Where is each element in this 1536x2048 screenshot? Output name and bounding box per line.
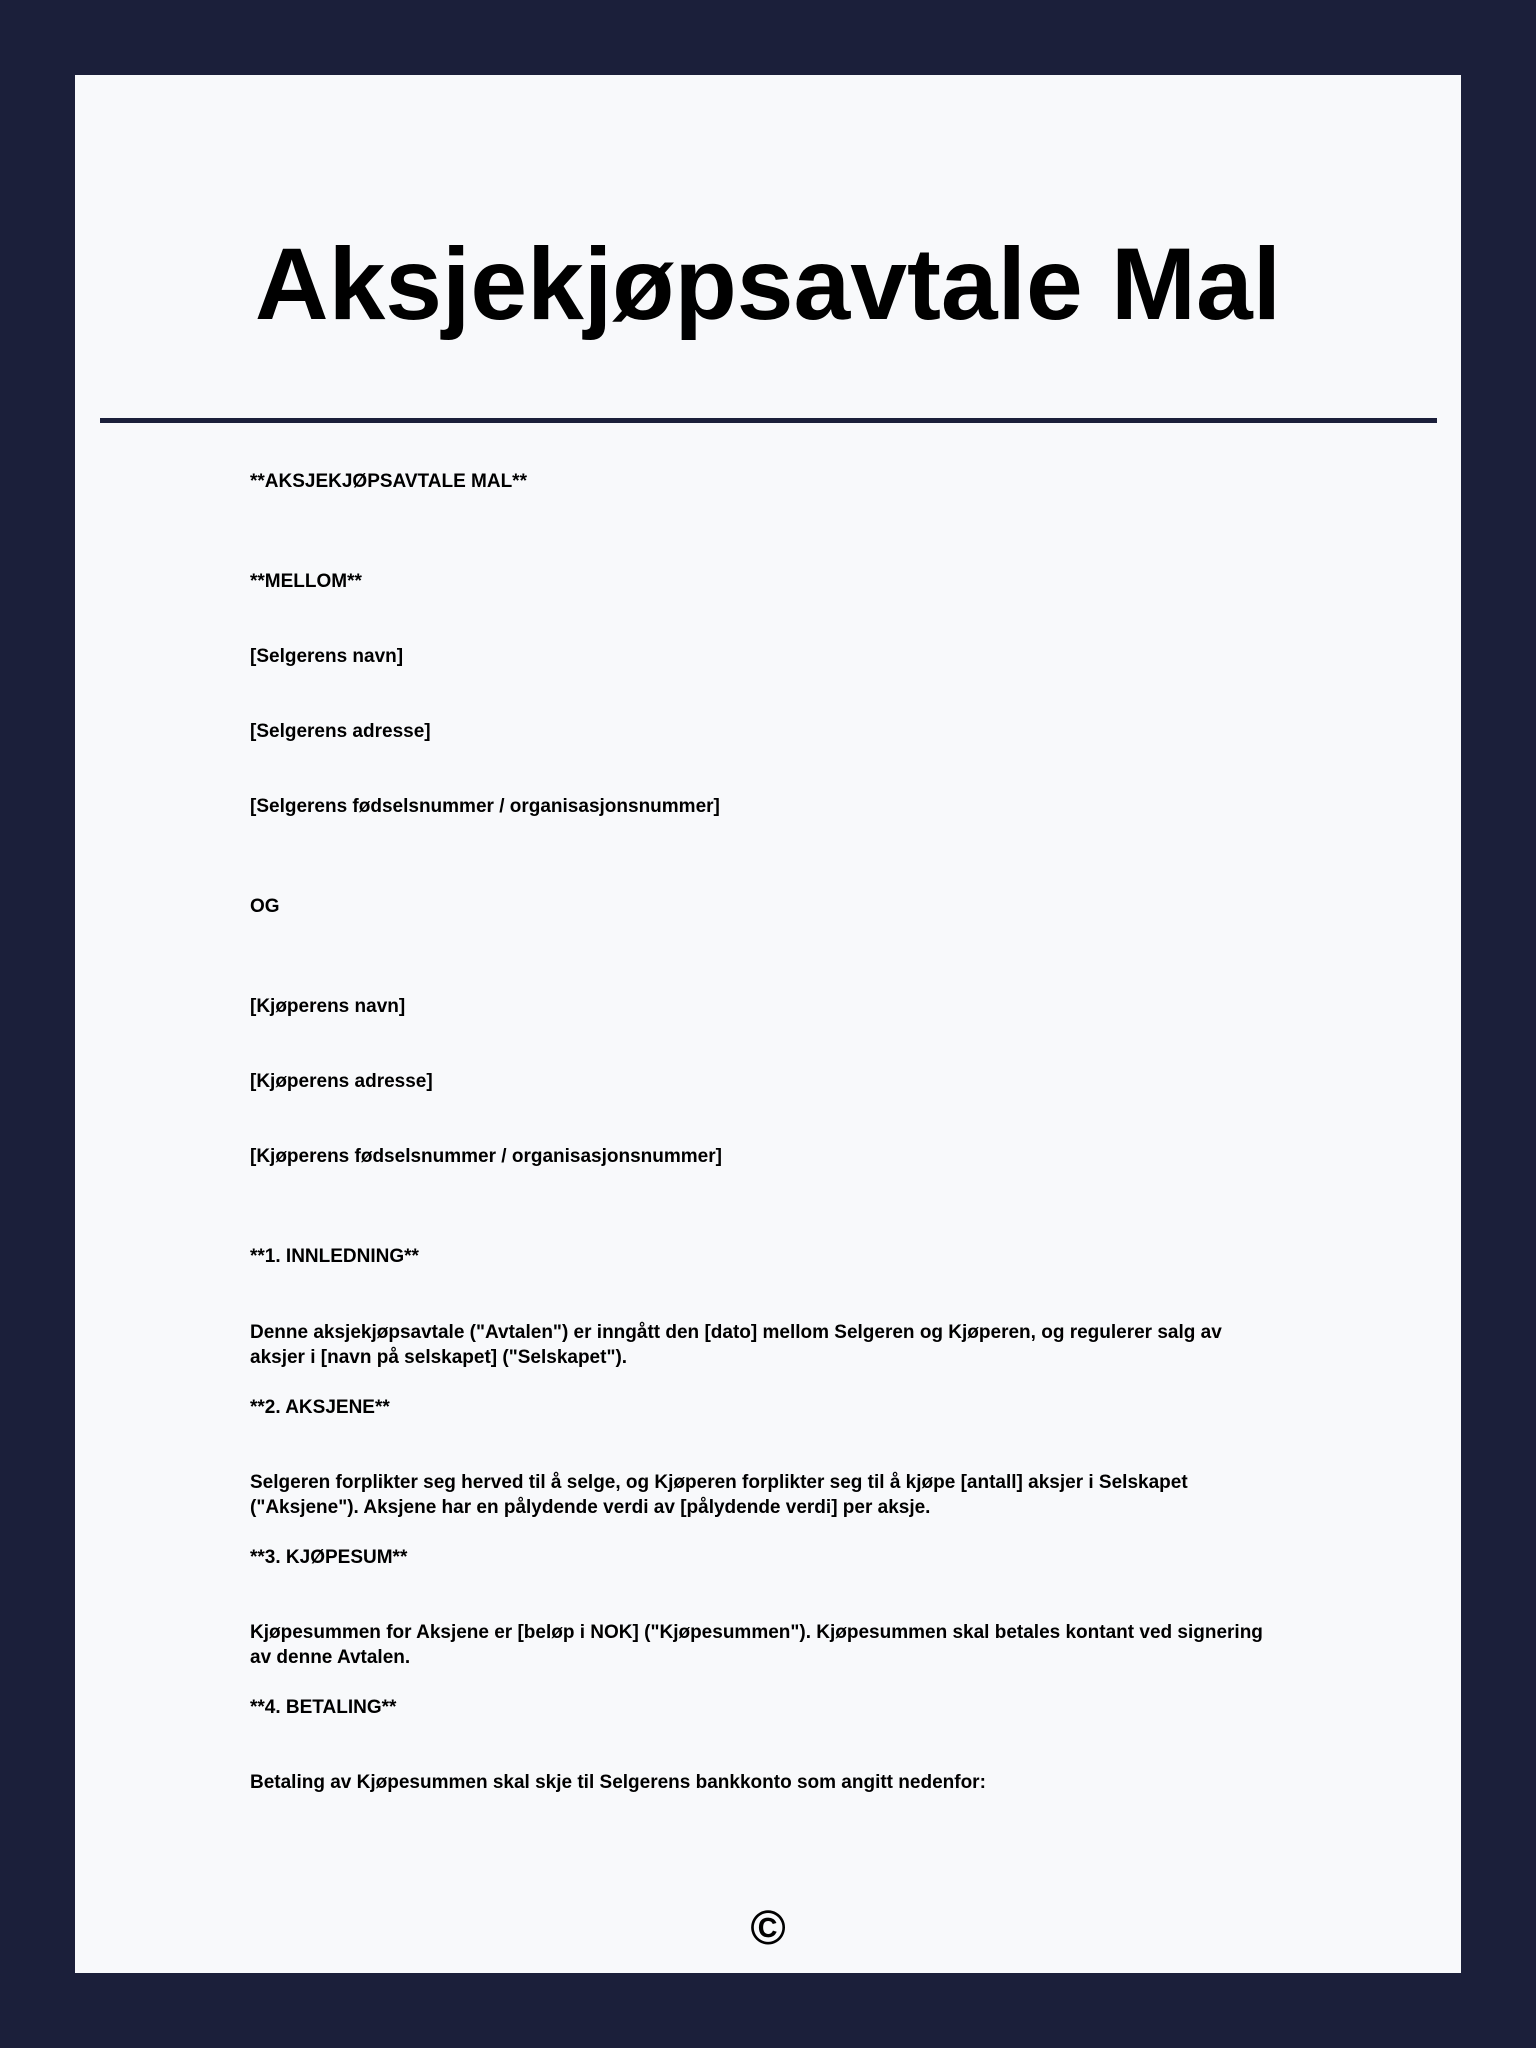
section-heading-purchase-price: **3. KJØPESUM** — [250, 1547, 408, 1568]
section-body-shares: Selgeren forplikter seg herved til å selge, og Kjøperen forplikter seg til å kjøpe [antall] aksjer i Selskapet ("Aksjene"). Aksjene har en pålydende verdi av [pålydende verdi] per aksje. — [250, 1472, 1188, 1518]
title-divider — [100, 418, 1437, 423]
section-body-payment: Betaling av Kjøpesummen skal skje til Selgerens bankkonto som angitt nedenfor: — [250, 1772, 986, 1793]
document-page — [75, 75, 1461, 1973]
section-heading-introduction: **1. INNLEDNING** — [250, 1246, 419, 1267]
section-body-purchase-price: Kjøpesummen for Aksjene er [beløp i NOK] ("Kjøpesummen"). Kjøpesummen skal betales kontant ved signering av denne Avtalen. — [250, 1622, 1263, 1668]
buyer-address: [Kjøperens adresse] — [250, 1071, 433, 1092]
page-title: Aksjekjøpsavtale Mal — [254, 227, 1282, 341]
seller-id-number: [Selgerens fødselsnummer / organisasjonsnummer] — [250, 796, 720, 817]
and-label: OG — [250, 896, 280, 917]
buyer-id-number: [Kjøperens fødselsnummer / organisasjonsnummer] — [250, 1146, 722, 1167]
buyer-name: [Kjøperens navn] — [250, 996, 406, 1017]
between-label: **MELLOM** — [250, 571, 362, 592]
document-heading: **AKSJEKJØPSAVTALE MAL** — [250, 471, 527, 492]
section-heading-payment: **4. BETALING** — [250, 1697, 397, 1718]
copyright-icon: © — [750, 1902, 786, 1955]
section-heading-shares: **2. AKSJENE** — [250, 1397, 390, 1418]
seller-name: [Selgerens navn] — [250, 646, 404, 667]
section-body-introduction: Denne aksjekjøpsavtale ("Avtalen") er inngått den [dato] mellom Selgeren og Kjøperen, og regulerer salg av aksjer i [navn på selskapet] ("Selskapet"). — [250, 1322, 1222, 1368]
seller-address: [Selgerens adresse] — [250, 721, 431, 742]
